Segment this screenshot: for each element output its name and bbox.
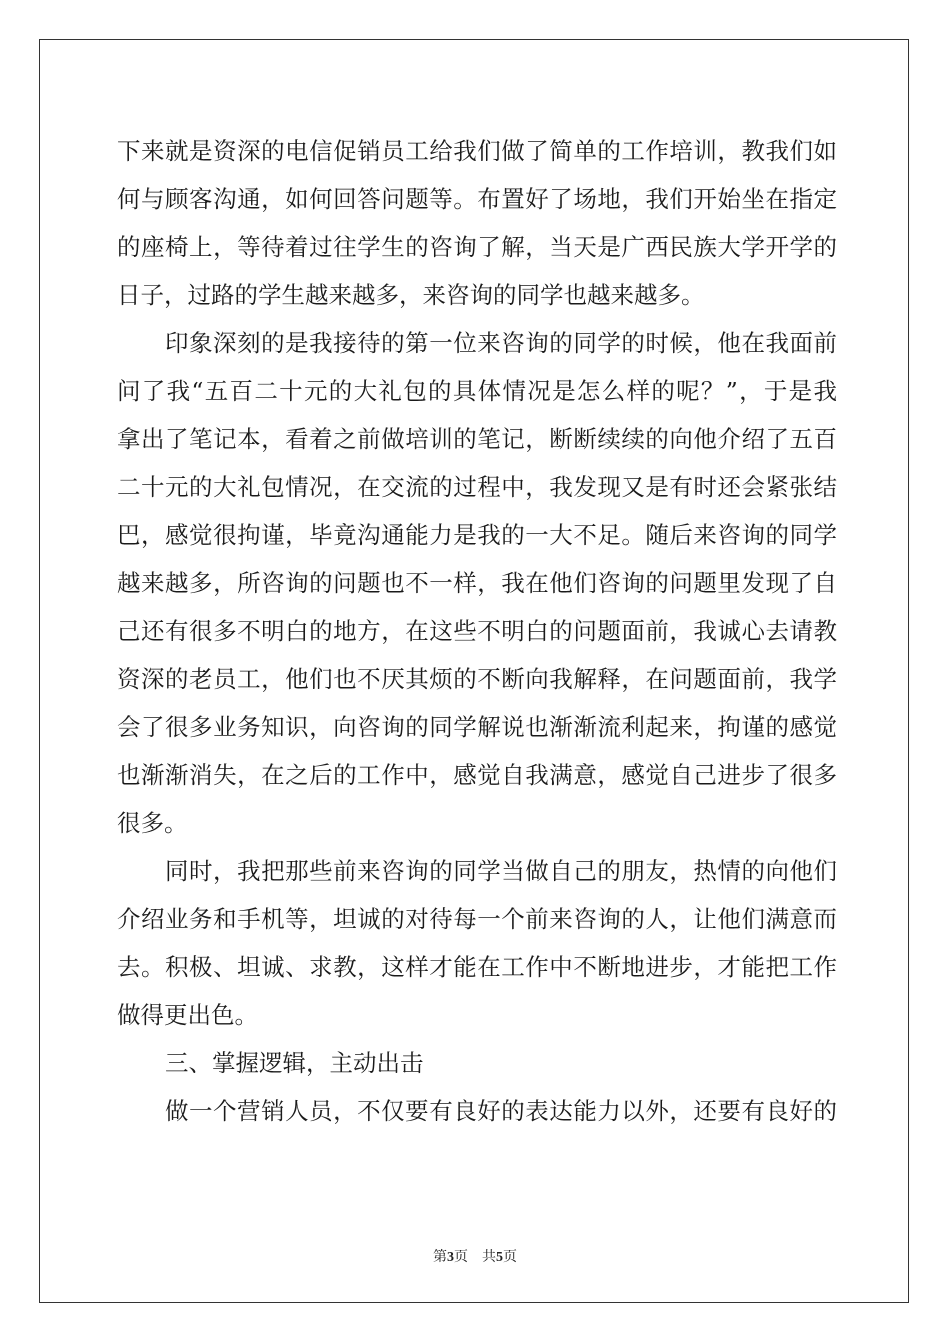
total-prefix: 共 bbox=[482, 1250, 496, 1265]
text-line: 问了我“五百二十元的大礼包的具体情况是怎么样的呢？”，于是我 bbox=[117, 377, 837, 405]
text-line: 也渐渐消失，在之后的工作中，感觉自我满意，感觉自己进步了很多 bbox=[117, 761, 837, 789]
text-line: 同时，我把那些前来咨询的同学当做自己的朋友，热情的向他们 bbox=[165, 857, 837, 885]
page-total: 5 bbox=[496, 1250, 503, 1265]
text-line: 做得更出色。 bbox=[117, 1001, 258, 1029]
text-line: 会了很多业务知识，向咨询的同学解说也渐渐流利起来，拘谨的感觉 bbox=[117, 713, 837, 741]
page-current: 3 bbox=[447, 1250, 454, 1265]
text-line: 何与顾客沟通，如何回答问题等。布置好了场地，我们开始坐在指定 bbox=[117, 185, 837, 213]
text-line: 资深的老员工，他们也不厌其烦的不断向我解释，在问题面前，我学 bbox=[117, 665, 837, 693]
page-prefix: 第 bbox=[433, 1250, 447, 1265]
text-line: 拿出了笔记本，看着之前做培训的笔记，断断续续的向他介绍了五百 bbox=[117, 425, 837, 453]
text-line: 做一个营销人员，不仅要有良好的表达能力以外，还要有良好的 bbox=[165, 1097, 837, 1125]
text-line: 日子，过路的学生越来越多，来咨询的同学也越来越多。 bbox=[117, 281, 705, 309]
text-line: 己还有很多不明白的地方，在这些不明白的问题面前，我诚心去请教 bbox=[117, 617, 837, 645]
text-line: 越来越多，所咨询的问题也不一样，我在他们咨询的问题里发现了自 bbox=[117, 569, 837, 597]
text-line: 介绍业务和手机等，坦诚的对待每一个前来咨询的人，让他们满意而 bbox=[117, 905, 837, 933]
text-line: 印象深刻的是我接待的第一位来咨询的同学的时候，他在我面前 bbox=[165, 329, 837, 357]
total-unit: 页 bbox=[503, 1250, 517, 1265]
text-line: 去。积极、坦诚、求教，这样才能在工作中不断地进步，才能把工作 bbox=[117, 953, 837, 981]
section-heading: 三、掌握逻辑，主动出击 bbox=[165, 1049, 424, 1077]
text-line: 的座椅上，等待着过往学生的咨询了解，当天是广西民族大学开学的 bbox=[117, 233, 837, 261]
page-footer bbox=[0, 1246, 950, 1266]
text-line: 二十元的大礼包情况，在交流的过程中，我发现又是有时还会紧张结 bbox=[117, 473, 837, 501]
text-line: 巴，感觉很拘谨，毕竟沟通能力是我的一大不足。随后来咨询的同学 bbox=[117, 521, 837, 549]
text-line: 下来就是资深的电信促销员工给我们做了简单的工作培训，教我们如 bbox=[117, 137, 837, 165]
text-line: 很多。 bbox=[117, 809, 188, 837]
page-unit: 页 bbox=[454, 1250, 468, 1265]
